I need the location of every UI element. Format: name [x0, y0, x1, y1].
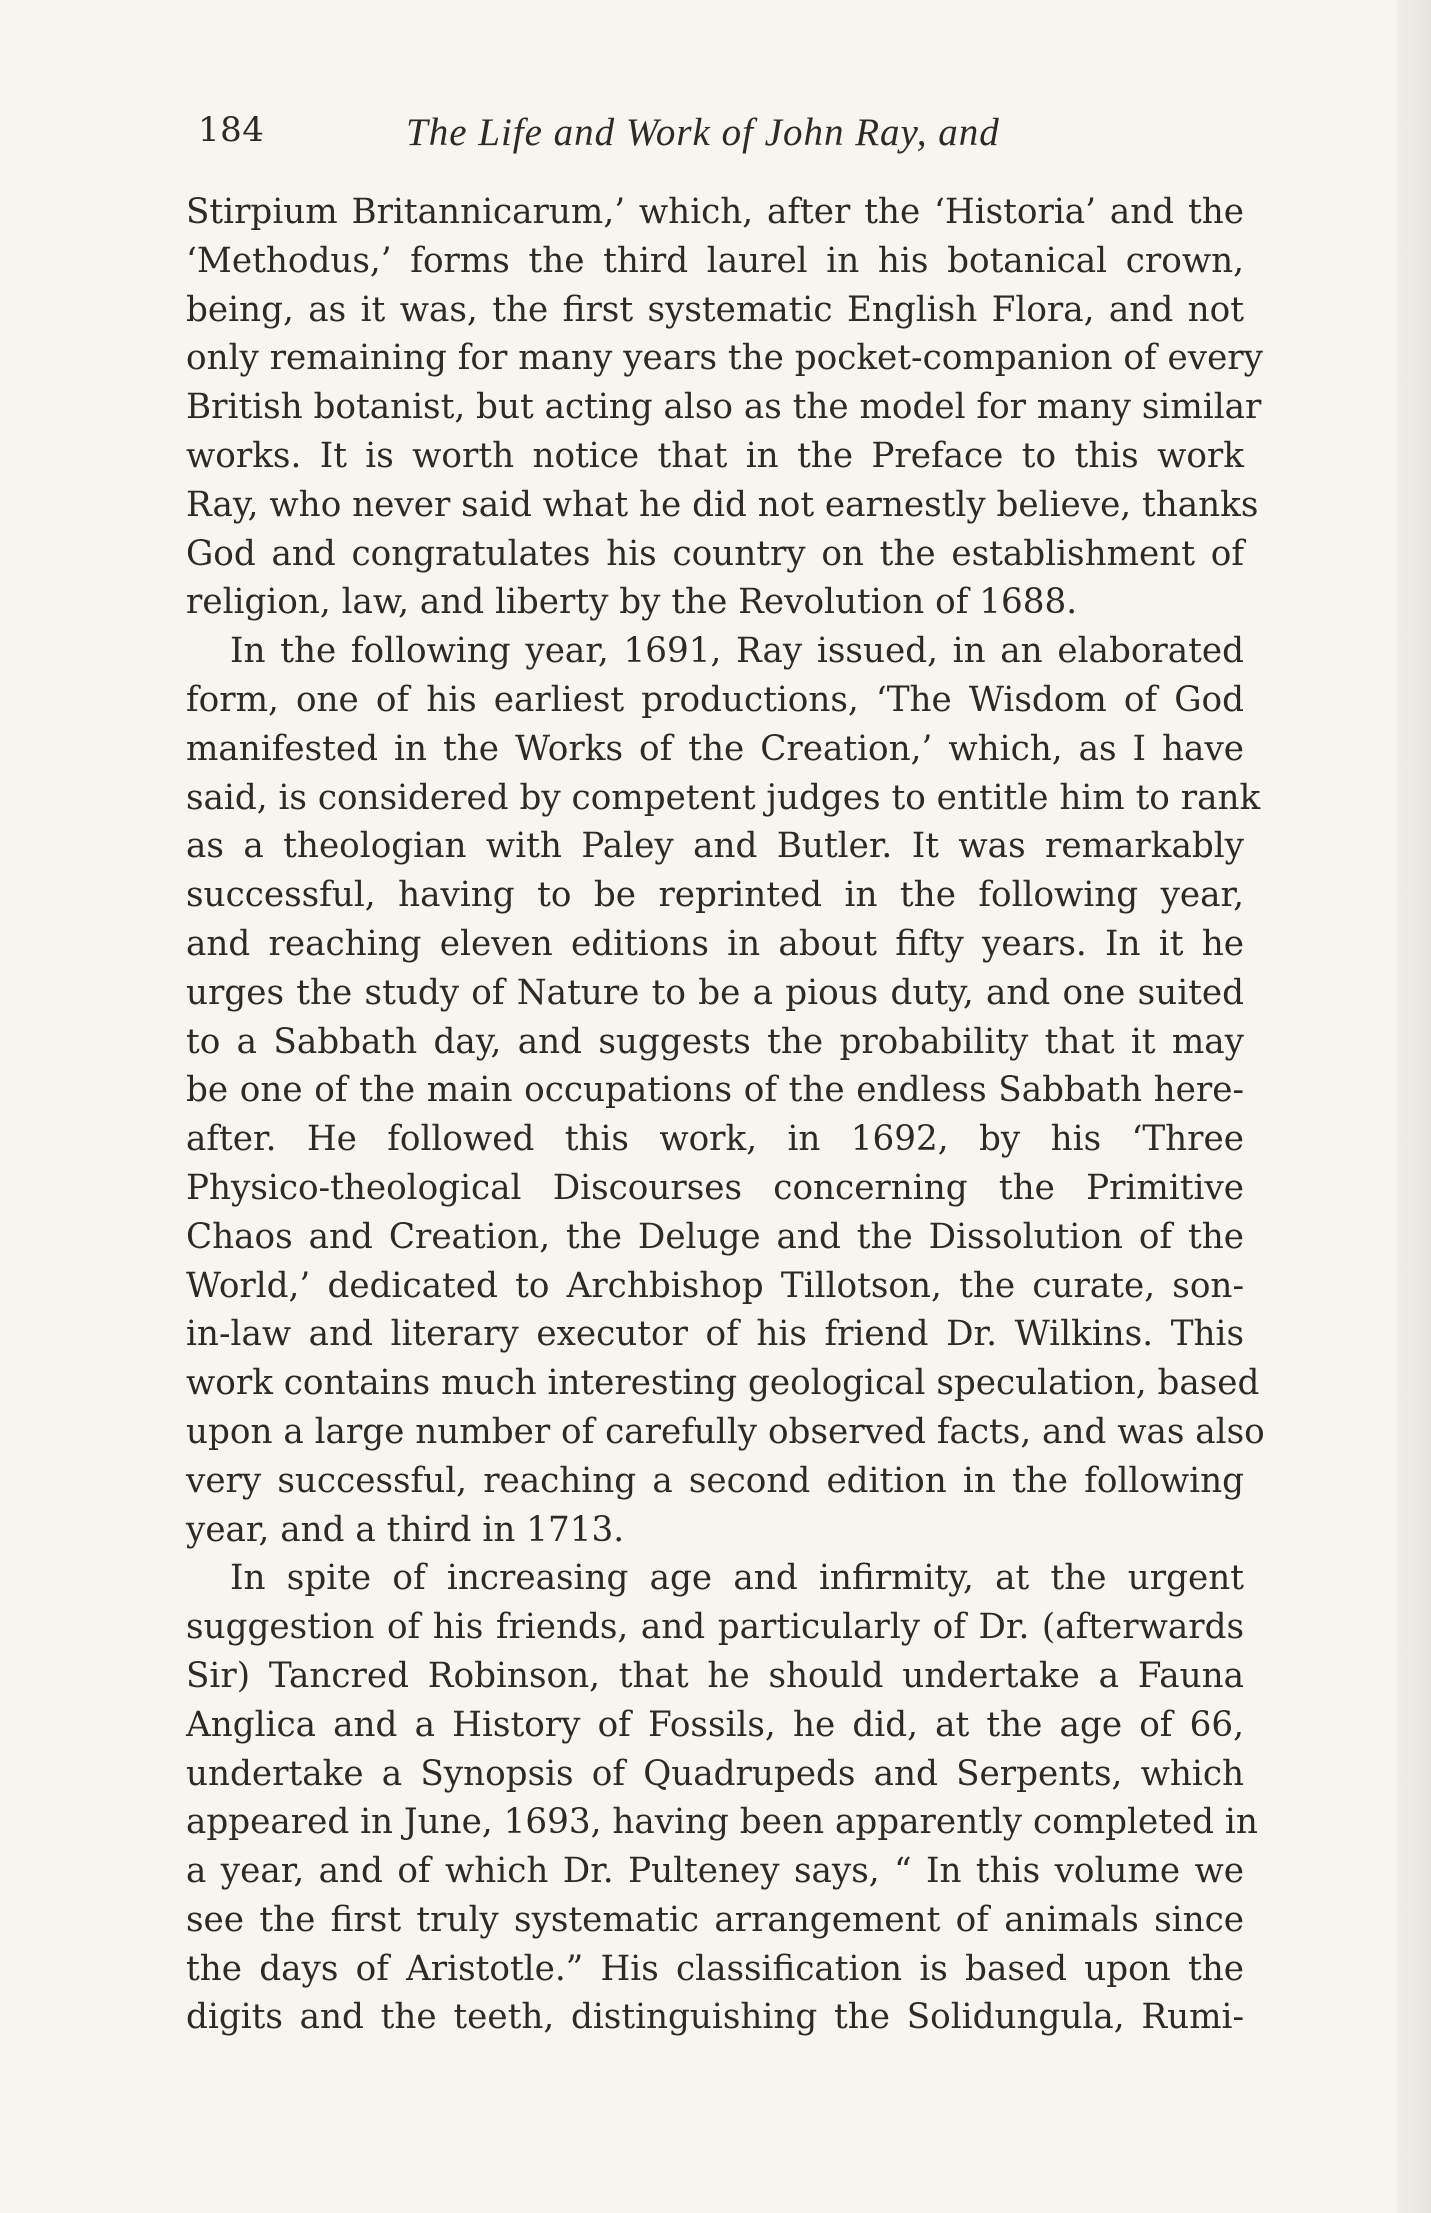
text-line: to a Sabbath day, and suggests the probability that it may	[186, 1021, 1244, 1062]
text-line: a year, and of which Dr. Pulteney says, “ In this volume we	[186, 1851, 1244, 1892]
text-line: World,’ dedicated to Archbishop Tillotson, the curate, son-	[186, 1265, 1244, 1306]
text-line: in-law and literary executor of his friend Dr. Wilkins. This	[186, 1314, 1244, 1355]
page-edge-shadow	[1397, 0, 1431, 2213]
text-line: Anglica and a History of Fossils, he did, at the age of 66,	[186, 1704, 1244, 1745]
text-line: see the first truly systematic arrangement of animals since	[186, 1899, 1244, 1940]
text-line: Ray, who never said what he did not earnestly believe, thanks	[186, 484, 1259, 525]
text-line: as a theologian with Paley and Butler. It was remarkably	[186, 826, 1244, 867]
text-line: Sir) Tancred Robinson, that he should undertake a Fauna	[186, 1655, 1244, 1696]
text-line: the days of Aristotle.” His classification is based upon the	[186, 1948, 1244, 1989]
running-head	[198, 110, 1242, 170]
text-line: year, and a third in 1713.	[186, 1509, 625, 1550]
page-number: 184	[198, 110, 265, 150]
text-line: undertake a Synopsis of Quadrupeds and Serpents, which	[186, 1753, 1244, 1794]
text-line: digits and the teeth, distinguishing the Solidungula, Rumi-	[186, 1997, 1244, 2038]
text-line: be one of the main occupations of the endless Sabbath here-	[186, 1070, 1244, 1111]
text-line: ‘Methodus,’ forms the third laurel in his botanical crown,	[186, 240, 1244, 281]
body-text	[186, 188, 1265, 2042]
text-line: successful, having to be reprinted in the following year,	[186, 875, 1244, 916]
text-line: religion, law, and liberty by the Revolution of 1688.	[186, 582, 1078, 623]
text-line: In the following year, 1691, Ray issued, in an elaborated	[230, 631, 1244, 672]
text-line: British botanist, but acting also as the model for many similar	[186, 387, 1262, 428]
text-line: Physico-theological Discourses concerning the Primitive	[186, 1167, 1244, 1208]
text-line: appeared in June, 1693, having been apparently completed in	[186, 1802, 1258, 1843]
text-line: Chaos and Creation, the Deluge and the Dissolution of the	[186, 1216, 1244, 1257]
running-title: The Life and Work of John Ray, and	[406, 111, 1000, 154]
text-line: after. He followed this work, in 1692, by his ‘Three	[186, 1119, 1244, 1160]
text-line: and reaching eleven editions in about fifty years. In it he	[186, 923, 1244, 964]
text-line: only remaining for many years the pocket-companion of every	[186, 338, 1263, 379]
text-line: suggestion of his friends, and particularly of Dr. (afterwards	[186, 1607, 1244, 1648]
text-line: In spite of increasing age and infirmity, at the urgent	[230, 1558, 1244, 1599]
text-line: Stirpium Britannicarum,’ which, after the ‘Historia’ and the	[186, 192, 1244, 232]
text-line: works. It is worth notice that in the Preface to this work	[186, 435, 1244, 476]
text-line: form, one of his earliest productions, ‘The Wisdom of God	[186, 679, 1244, 720]
text-line: manifested in the Works of the Creation,’ which, as I have	[186, 728, 1244, 769]
text-line: upon a large number of carefully observed facts, and was also	[186, 1411, 1265, 1452]
text-line: being, as it was, the first systematic English Flora, and not	[186, 289, 1244, 330]
text-line: very successful, reaching a second edition in the following	[186, 1460, 1244, 1501]
text-line: work contains much interesting geological speculation, based	[186, 1363, 1260, 1404]
text-line: God and congratulates his country on the establishment of	[186, 533, 1244, 574]
text-line: urges the study of Nature to be a pious duty, and one suited	[186, 972, 1244, 1013]
text-line: said, is considered by competent judges to entitle him to rank	[186, 777, 1261, 818]
